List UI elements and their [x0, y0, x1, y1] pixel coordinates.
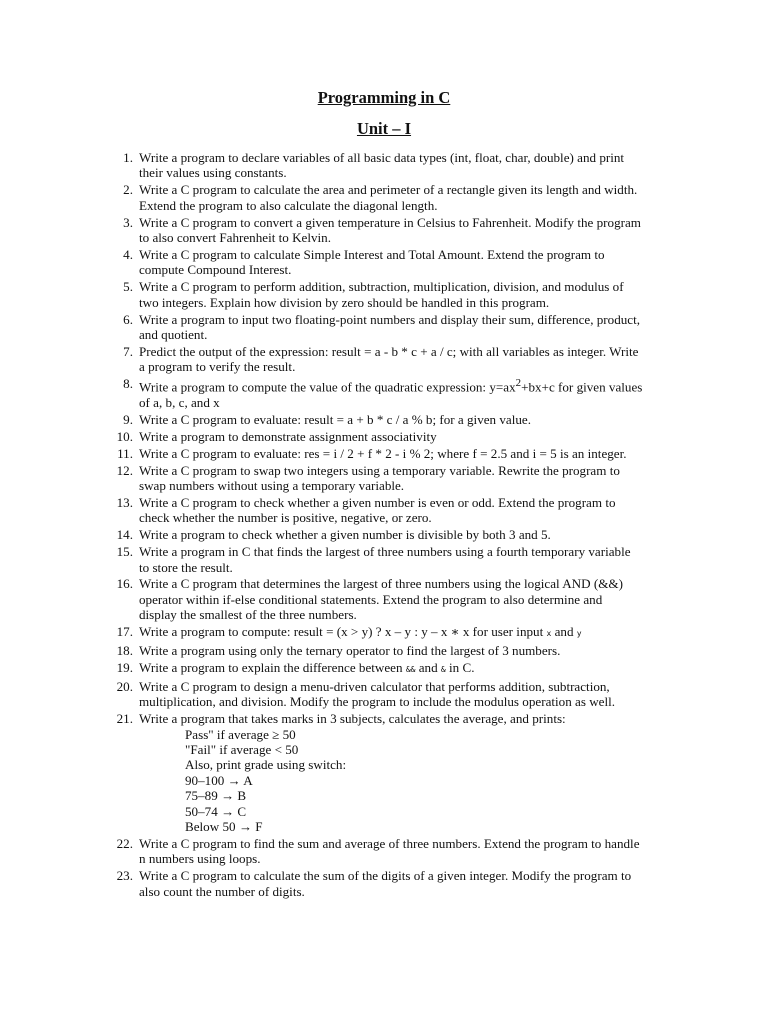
- item-number: 15.: [116, 544, 133, 560]
- item-text: Write a C program to evaluate: result = a + b * c / a % b; for a given value.: [139, 411, 532, 427]
- item-text: multiplication, and division. Modify the program to include the modulus operation as well.: [139, 694, 616, 710]
- item-text: and quotient.: [139, 326, 208, 342]
- item-text-segment: Write a program to compute the value of the quadratic expression: y=ax: [139, 379, 516, 395]
- list-item: [0, 463, 675, 494]
- item-text: Write a program to check whether a given number is divisible by both 3 and 5.: [139, 527, 551, 543]
- item-text: Write a program to demonstrate assignment associativity: [139, 428, 437, 444]
- item-number: 2.: [123, 182, 133, 198]
- item-text-segment: Write a program to compute: result = (x > y) ? x – y : y – x ∗ x for user input: [139, 624, 547, 640]
- item-number: 17.: [116, 624, 133, 640]
- item-text: Write a C program to design a menu-driven calculator that performs addition, subtraction,: [139, 678, 610, 694]
- list-item: [0, 412, 675, 427]
- item-text: Write a program using only the ternary operator to find the largest of 3 numbers.: [139, 643, 561, 659]
- item-text: Write a C program to find the sum and average of three numbers. Extend the program to handle: [139, 835, 640, 851]
- code-token: &: [440, 664, 446, 674]
- item-number: 8.: [123, 376, 133, 392]
- sub-line: 90–100 → A: [185, 772, 253, 788]
- sub-line: Below 50 → F: [185, 819, 263, 835]
- item-text: [139, 376, 675, 395]
- item-text: Write a C program to calculate the area and perimeter of a rectangle given its length and width.: [139, 182, 638, 198]
- list-item: [0, 660, 675, 677]
- item-number: 1.: [123, 150, 133, 165]
- list-item: [0, 429, 675, 444]
- list-item: [0, 624, 675, 641]
- sub-line: Pass" if average ≥ 50: [185, 726, 296, 742]
- item-number: 10.: [116, 428, 133, 444]
- unit-heading: Unit – I: [356, 119, 412, 138]
- list-item: [0, 576, 675, 622]
- item-text-segment: Write a program to explain the difference between: [139, 659, 406, 675]
- item-text-segment: +bx+c for given values: [521, 379, 643, 395]
- item-text: to store the result.: [139, 559, 233, 575]
- list-item: [0, 376, 675, 410]
- list-item: [0, 150, 675, 181]
- item-number: 16.: [116, 576, 133, 592]
- question-list: [0, 150, 675, 901]
- item-text-segment: and: [415, 659, 441, 675]
- item-text: [139, 624, 675, 641]
- sub-line: 75–89 → B: [185, 788, 247, 804]
- item-number: 12.: [116, 462, 133, 478]
- item-number: 19.: [116, 659, 133, 675]
- item-text: Write a C program to evaluate: res = i / 2 + f * 2 - i % 2; where f = 2.5 and i = 5 is an integer.: [139, 445, 627, 461]
- item-number: 13.: [116, 494, 133, 510]
- sub-line: "Fail" if average < 50: [185, 741, 299, 757]
- item-text: of a, b, c, and x: [139, 394, 220, 410]
- item-number: 23.: [116, 868, 133, 884]
- list-item: [0, 279, 675, 310]
- item-number: 14.: [116, 527, 133, 543]
- item-number: 18.: [116, 643, 133, 659]
- exponent: 2: [515, 377, 522, 390]
- item-text: Write a program in C that finds the largest of three numbers using a fourth temporary variable: [139, 544, 631, 560]
- item-text: a program to verify the result.: [139, 359, 296, 375]
- code-token: &&: [405, 664, 416, 674]
- item-text: operator within if-else conditional statements. Extend the program to also determine and: [139, 591, 603, 607]
- item-text-segment: and: [551, 624, 577, 640]
- item-text: n numbers using loops.: [139, 851, 261, 867]
- item-text: Predict the output of the expression: result = a - b * c + a / c; with all variables as integer. Write: [139, 343, 639, 359]
- list-item: [0, 446, 675, 461]
- list-item: [0, 312, 675, 343]
- list-item: [0, 215, 675, 246]
- item-text: Write a C program to convert a given temperature in Celsius to Fahrenheit. Modify the program: [139, 214, 641, 230]
- item-number: 3.: [123, 214, 133, 230]
- list-item: [0, 182, 675, 213]
- item-text: check whether the number is positive, negative, or zero.: [139, 510, 432, 526]
- item-text: Write a C program to perform addition, subtraction, multiplication, division, and modulus of: [139, 279, 624, 295]
- item-text: display the smallest of the three numbers.: [139, 607, 357, 623]
- code-token: x: [546, 629, 552, 639]
- list-item: [0, 643, 675, 658]
- sub-line: 50–74 → C: [185, 803, 247, 819]
- item-text: Write a program that takes marks in 3 subjects, calculates the average, and prints:: [139, 711, 566, 727]
- item-text: [139, 660, 675, 677]
- item-number: 7.: [123, 343, 133, 359]
- item-number: 5.: [123, 279, 133, 295]
- item-text: Write a C program that determines the largest of three numbers using the logical AND (&&): [139, 576, 623, 592]
- item-text: Write a C program to swap two integers using a temporary variable. Rewrite the program to: [139, 462, 620, 478]
- item-number: 6.: [123, 311, 133, 327]
- item-number: 20.: [116, 678, 133, 694]
- item-text: also count the number of digits.: [139, 883, 305, 899]
- sub-line: Also, print grade using switch:: [185, 757, 347, 773]
- code-token: y: [576, 629, 582, 639]
- list-item: [0, 711, 675, 834]
- item-text: Write a C program to calculate the sum of the digits of a given integer. Modify the program to: [139, 868, 632, 884]
- item-text: compute Compound Interest.: [139, 262, 292, 278]
- list-item: [0, 544, 675, 575]
- item-text: Write a program to input two floating-point numbers and display their sum, difference, product,: [139, 311, 641, 327]
- item-number: 22.: [116, 835, 133, 851]
- list-item: [0, 344, 675, 375]
- list-item: [0, 527, 675, 542]
- item-number: 11.: [117, 445, 133, 461]
- item-text-segment: in C.: [445, 659, 475, 675]
- document-title: Programming in C: [317, 88, 451, 107]
- item-text: Extend the program to also calculate the diagonal length.: [139, 197, 438, 213]
- list-item: [0, 679, 675, 710]
- item-number: 4.: [123, 246, 133, 262]
- list-item: [0, 247, 675, 278]
- item-text: their values using constants.: [139, 165, 287, 181]
- item-text: to also convert Fahrenheit to Kelvin.: [139, 230, 331, 246]
- list-item: [0, 495, 675, 526]
- item-number: 21.: [116, 711, 133, 727]
- item-number: 9.: [123, 411, 133, 427]
- item-text: swap numbers without using a temporary variable.: [139, 477, 405, 493]
- item-text: Write a C program to calculate Simple Interest and Total Amount. Extend the program to: [139, 246, 605, 262]
- item-text: Write a C program to check whether a given number is even or odd. Extend the program to: [139, 494, 616, 510]
- item-text: two integers. Explain how division by zero should be handled in this program.: [139, 294, 550, 310]
- item-text: Write a program to declare variables of all basic data types (int, float, char, double) and print: [139, 150, 625, 165]
- list-item: [0, 836, 675, 867]
- list-item: [0, 868, 675, 899]
